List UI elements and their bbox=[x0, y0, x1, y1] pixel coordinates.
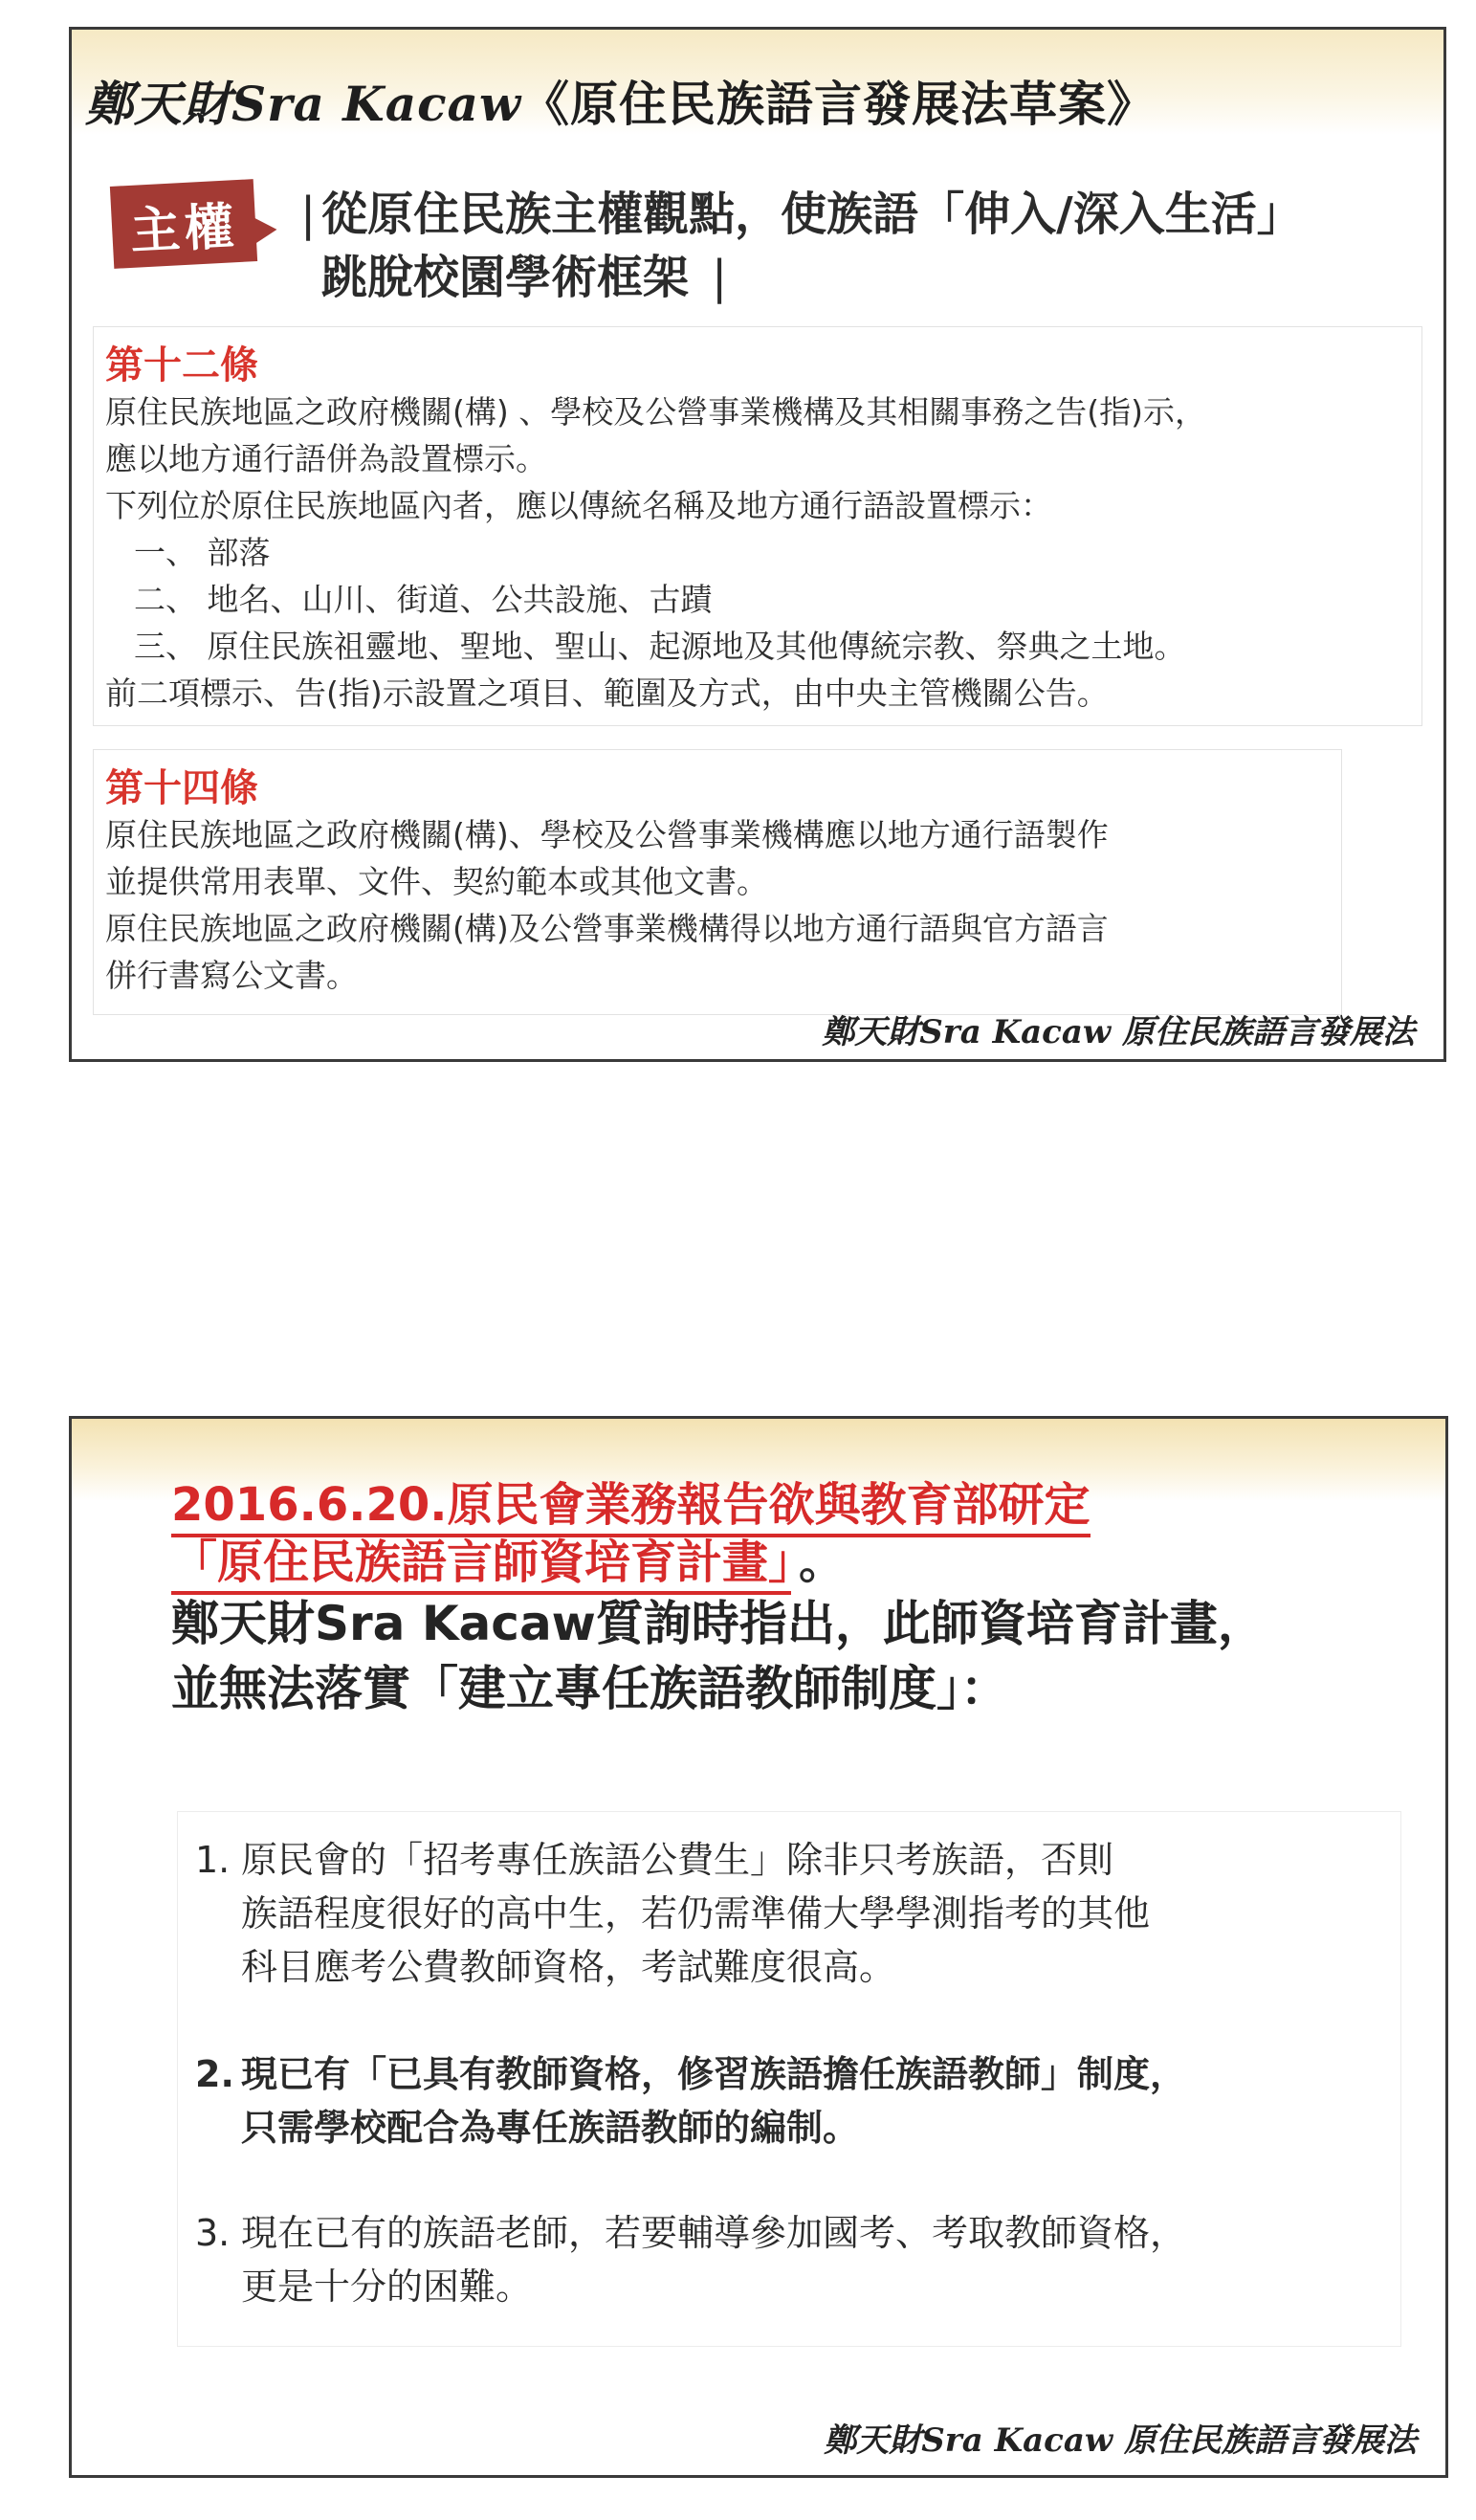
slide-heading bbox=[171, 1476, 1415, 1721]
article-14-body bbox=[105, 811, 1109, 999]
list-item: 2. 現已有「已具有教師資格，修習族語擔任族語教師」制度， 只需學校配合為專任族語教師的編制。 bbox=[195, 2047, 1186, 2155]
heading-red-line-2: 「原住民族語言師資培育計畫」 。 bbox=[171, 1534, 1415, 1591]
list-item: 1. 原民會的「招考專任族語公費生」除非只考族語，否則 族語程度很好的高中生，若仍需準備大學學測指考的其他 科目應考公費教師資格，考試難度很高。 bbox=[195, 1833, 1150, 1994]
sovereignty-tag: 主權 bbox=[110, 179, 257, 269]
sovereignty-line-1: | 從原住民族主權觀點，使族語「伸入/深入生活」 bbox=[300, 188, 1303, 241]
article-14-title: 第十四條 bbox=[105, 766, 258, 810]
sovereignty-line-2: 跳脫校園學術框架 | bbox=[321, 251, 728, 304]
heading-red-line-1: 2016.6.20.原民會業務報告欲與教育部研定 bbox=[171, 1476, 1415, 1534]
article-list-item: 三、 原住民族祖靈地、聖地、聖山、起源地及其他傳統宗教、祭典之土地。 bbox=[134, 628, 1186, 665]
slide-teacher-training-plan bbox=[69, 1416, 1448, 2478]
article-14-box bbox=[93, 749, 1342, 1015]
slide-language-development-law bbox=[69, 27, 1446, 1062]
slide-title bbox=[85, 66, 1156, 135]
article-line: 前二項標示、告(指)示設置之項目、範圍及方式，由中央主管機關公告。 bbox=[105, 674, 1109, 712]
list-item-number: 1. bbox=[195, 1839, 231, 1881]
heading-dark-line-2: 並無法落實「建立專任族語教師制度」： bbox=[171, 1661, 1008, 1716]
article-line: 下列位於原住民族地區內者，應以傳統名稱及地方通行語設置標示： bbox=[105, 487, 1052, 524]
article-line: 原住民族地區之政府機關(構)、學校及公營事業機構應以地方通行語製作 bbox=[105, 816, 1109, 853]
article-list-item: 二、 地名、山川、街道、公共設施、古蹟 bbox=[134, 581, 713, 618]
slide-signature: 鄭天財Sra Kacaw 原住民族語言發展法 bbox=[824, 2421, 1417, 2460]
slide-signature: 鄭天財Sra Kacaw 原住民族語言發展法 bbox=[822, 1013, 1415, 1051]
article-list-item: 一、 部落 bbox=[134, 534, 271, 571]
list-item: 3. 現在已有的族語老師，若要輔導參加國考、考取教師資格， 更是十分的困難。 bbox=[195, 2206, 1186, 2313]
title-book: 《原住民族語言發展法草案》 bbox=[521, 76, 1156, 132]
article-line: 原住民族地區之政府機關(構) 、學校及公營事業機構及其相關事務之告(指)示， bbox=[105, 393, 1206, 431]
article-12-title: 第十二條 bbox=[105, 343, 258, 387]
article-line: 應以地方通行語併為設置標示。 bbox=[105, 440, 547, 477]
list-item-number: 2. bbox=[195, 2053, 234, 2095]
article-line: 原住民族地區之政府機關(構)及公營事業機構得以地方通行語與官方語言 bbox=[105, 910, 1109, 947]
title-name: 鄭天財Sra Kacaw bbox=[85, 76, 521, 132]
sovereignty-statement bbox=[300, 183, 1425, 309]
article-line: 並提供常用表單、文件、契約範本或其他文書。 bbox=[105, 863, 768, 900]
list-item-number: 3. bbox=[195, 2212, 231, 2254]
article-12-body bbox=[105, 388, 1206, 717]
heading-dark-line-1: 鄭天財Sra Kacaw質詢時指出，此師資培育計畫， bbox=[171, 1596, 1266, 1651]
article-12-box bbox=[93, 326, 1422, 726]
article-line: 併行書寫公文書。 bbox=[105, 957, 358, 994]
points-list bbox=[177, 1811, 1401, 2347]
